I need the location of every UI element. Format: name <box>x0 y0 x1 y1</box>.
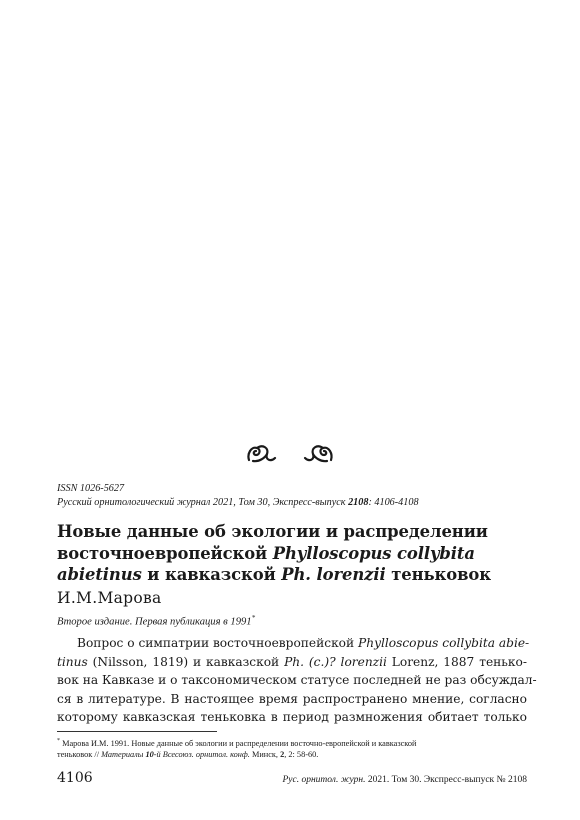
body-paragraph <box>57 634 537 727</box>
article-title: Новые данные об экологии и распределении восточноевропейской Phylloscopus collybita abietinus и кавказской Ph. lorenzii теньковок <box>57 522 491 584</box>
body-line: Вопрос о симпатрии восточноевропейской Phylloscopus collybita abie- <box>77 636 530 650</box>
author-name: И.М.Марова <box>57 589 162 607</box>
running-footer: Рус. орнитол. журн. 2021. Том 30. Экспресс-выпуск № 2108 <box>282 775 527 785</box>
issue-number: 2108 <box>348 497 369 508</box>
page-footer <box>57 770 527 786</box>
issn: ISSN 1026-5627 <box>57 483 125 494</box>
body-line: ся в литературе. В настоящее время распространено мнение, согласно <box>57 691 527 706</box>
footnote-divider <box>57 731 217 732</box>
body-line: которому кавказская теньковка в период размножения обитает только <box>57 710 527 725</box>
body-line: вок на Кавказе и о таксономическом статусе последней не раз обсуждал- <box>57 673 537 688</box>
journal-meta <box>57 482 527 510</box>
ornament-divider <box>0 438 580 468</box>
journal-citation: Русский орнитологический журнал 2021, Том 30, Экспресс-выпуск 2108: 4106-4108 <box>57 497 419 508</box>
ornament-left-icon <box>245 442 279 466</box>
footnote-marker: * <box>251 614 256 622</box>
edition-note: Второе издание. Первая публикация в 1991* <box>57 614 256 628</box>
footnote: * Марова И.М. 1991. Новые данные об экологии и распределении восточно-европейской и кавказской теньковок // Материалы 10-й Всесоюз. орнитол. конф. Минск, 2, 2: 58-60. <box>57 738 417 760</box>
page-number: 4106 <box>57 770 93 786</box>
body-line: tinus (Nilsson, 1819) и кавказской Ph. (c.)? lorenzii Lorenz, 1887 тенько- <box>57 654 527 669</box>
ornament-right-icon <box>301 442 335 466</box>
